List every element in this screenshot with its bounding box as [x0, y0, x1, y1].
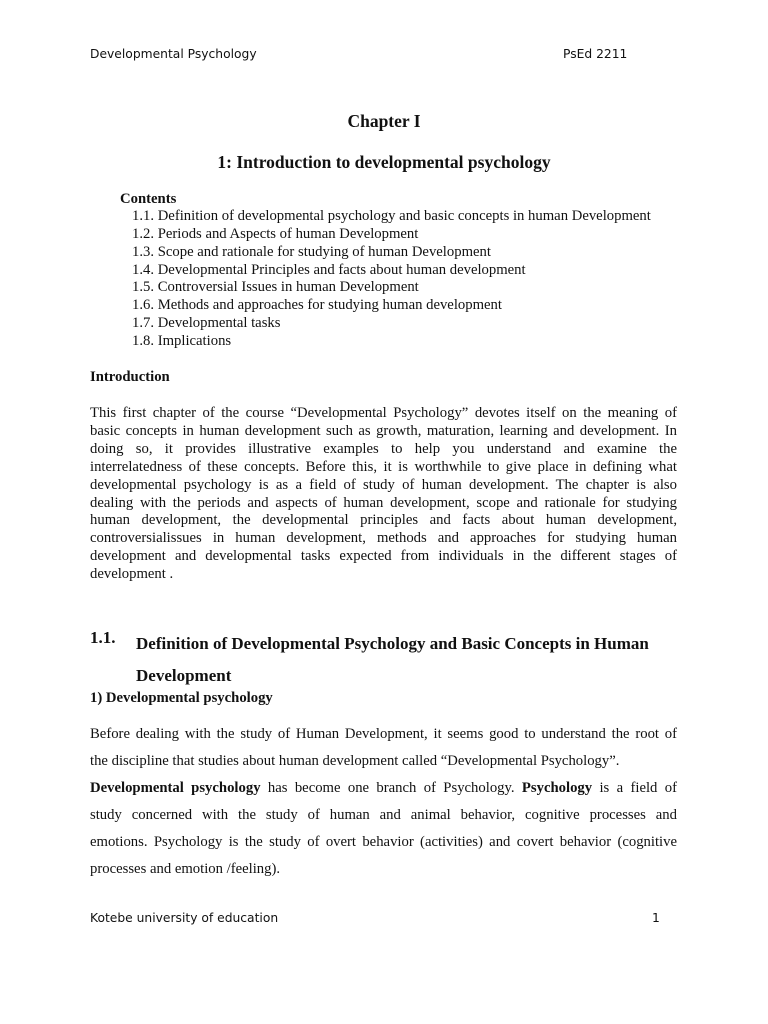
paragraph-line: controversialissues in human development, methods and approaches for studying human: [90, 530, 677, 547]
running-header-title: Developmental Psychology: [90, 47, 257, 61]
toc-item: 1.8. Implications: [132, 332, 232, 349]
toc-item: 1.3. Scope and rationale for studying of human Development: [132, 243, 491, 260]
paragraph-line: This first chapter of the course “Developmental Psychology” devotes itself on the meaning of: [90, 405, 677, 421]
body-paragraph: [90, 721, 677, 775]
toc-item: 1.6. Methods and approaches for studying human development: [132, 297, 502, 314]
paragraph-line: development and developmental tasks expected from individuals in the different stages of: [90, 548, 677, 565]
paragraph-line: dealing with the periods and aspects of human development, scope and rationale for studying: [90, 494, 677, 511]
table-of-contents: [132, 208, 651, 351]
inline-text: has become one branch of Psychology.: [260, 780, 522, 796]
chapter-title: 1: Introduction to developmental psychology: [217, 152, 551, 172]
toc-item: 1.2. Periods and Aspects of human Development: [132, 225, 419, 242]
subsection-heading: 1) Developmental psychology: [90, 690, 273, 706]
footer-institution: Kotebe university of education: [90, 911, 279, 925]
paragraph-line: developmental psychology is as a field of study of human development. The chapter is also: [90, 476, 677, 493]
toc-item: 1.5. Controversial Issues in human Development: [132, 279, 419, 296]
paragraph-line: emotions. Psychology is the study of overt behavior (activities) and covert behavior (cognitive: [90, 834, 677, 850]
contents-heading: Contents: [120, 191, 177, 207]
running-header-course-code: PsEd 2211: [563, 47, 628, 61]
bold-term: Psychology: [521, 780, 593, 796]
paragraph-line: basic concepts in human development such as growth, maturation, learning and development. In: [90, 422, 677, 439]
bold-term: Developmental psychology: [90, 780, 261, 796]
paragraph-line: development .: [90, 566, 174, 583]
toc-item: 1.7. Developmental tasks: [132, 315, 281, 332]
section-number: 1.1.: [90, 628, 116, 647]
paragraph-line: processes and emotion /feeling).: [90, 861, 281, 877]
introduction-heading: Introduction: [90, 369, 170, 385]
section-title: Definition of Developmental Psychology and Basic Concepts in Human Development: [136, 634, 649, 685]
footer-page-number: 1: [652, 911, 660, 925]
introduction-paragraph: [90, 405, 677, 584]
toc-item: 1.1. Definition of developmental psychology and basic concepts in human Development: [132, 208, 651, 224]
body-paragraph: [90, 775, 677, 883]
paragraph-line: the discipline that studies about human development called “Developmental Psychology”.: [90, 753, 620, 769]
inline-text: is a field of: [592, 780, 677, 796]
paragraph-line: Before dealing with the study of Human Development, it seems good to understand the root of: [90, 726, 677, 742]
paragraph-line: interrelatedness of these concepts. Before this, it is worthwhile to give place in defining what: [90, 458, 677, 475]
toc-item: 1.4. Developmental Principles and facts about human development: [132, 261, 526, 278]
paragraph-line: study concerned with the study of human and animal behavior, cognitive processes and: [90, 807, 677, 823]
paragraph-line: [90, 775, 677, 802]
paragraph-line: human development, the developmental principles and facts about human development,: [90, 512, 677, 529]
chapter-label: Chapter I: [347, 111, 421, 131]
paragraph-line: doing so, it provides illustrative examples to help you understand and examine the: [90, 440, 677, 457]
